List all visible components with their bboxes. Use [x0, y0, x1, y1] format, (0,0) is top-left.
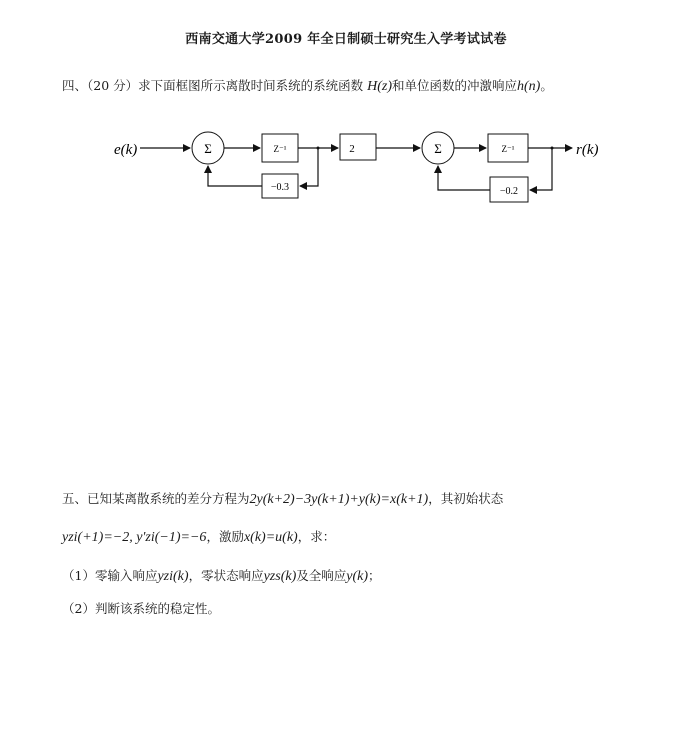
question-5-text: 五、已知某离散系统的差分方程为 [62, 491, 250, 506]
ask-text: ，求： [297, 529, 336, 544]
feedback-1-out [300, 148, 318, 186]
part-1-text-end: ； [368, 568, 381, 583]
excitation-text: ，激励 [206, 529, 244, 544]
question-4-text-end: 。 [540, 78, 553, 93]
input-signal-label: e(k) [114, 142, 138, 158]
feedback-1-in [208, 166, 262, 186]
difference-equation: 2y(k+2)−3y(k+1)+y(k)=x(k+1) [249, 492, 429, 507]
gain-2-block [340, 134, 376, 160]
feedback-2-out [530, 148, 552, 190]
impulse-response-symbol: h(n) [517, 79, 541, 94]
question-5-initial-conditions [62, 527, 335, 546]
block-diagram [100, 118, 620, 218]
zero-input-response-symbol: yzi(k) [157, 569, 189, 584]
summer-1-symbol: Σ [204, 141, 212, 156]
full-response-symbol: y(k) [346, 569, 369, 584]
question-5-text-end: ，其初始状态 [428, 491, 504, 506]
question-5-part-2: （2）判断该系统的稳定性。 [62, 601, 220, 616]
part-1-text-3: 及全响应 [296, 568, 347, 583]
question-4-text-mid: 和单位函数的冲激响应 [392, 78, 518, 93]
system-function-symbol: H(z) [367, 79, 392, 94]
feedback-gain-2-label: −0.2 [499, 186, 519, 197]
excitation-equation: x(k)=u(k) [243, 530, 298, 545]
part-1-text-2: ，零状态响应 [188, 568, 264, 583]
summer-2-symbol: Σ [434, 141, 442, 156]
output-signal-label: r(k) [576, 142, 599, 158]
initial-state: yzi(+1)=−2, y'zi(−1)=−6 [62, 530, 207, 545]
question-4-text: 四、（20 分）求下面框图所示离散时间系统的系统函数 [62, 78, 368, 93]
zero-state-response-symbol: yzs(k) [263, 569, 297, 584]
delay-1-label: Z⁻¹ [273, 144, 287, 154]
question-5 [62, 489, 503, 508]
part-1-text: （1）零输入响应 [62, 568, 158, 583]
feedback-gain-1-label: −0.3 [270, 182, 290, 193]
gain-2-label: 2 [349, 143, 355, 155]
delay-2-label: Z⁻¹ [501, 144, 515, 154]
question-4 [62, 76, 553, 95]
exam-title: 西南交通大学2009 年全日制硕士研究生入学考试试卷 [185, 32, 507, 47]
feedback-2-in [438, 166, 490, 190]
question-5-part-1 [62, 566, 381, 585]
